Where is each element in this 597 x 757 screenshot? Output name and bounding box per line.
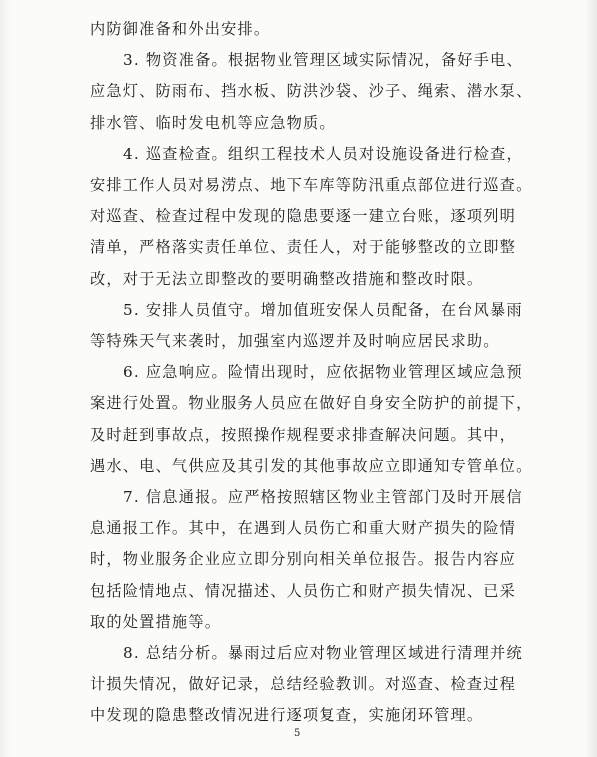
text-line: 3. 物资准备。根据物业管理区域实际情况，备好手电、 (123, 51, 523, 70)
text-line: 清单，严格落实责任单位、责任人，对于能够整改的立即整 (90, 238, 517, 257)
text-line: 包括险情地点、情况描述、人员伤亡和财产损失情况、已采 (90, 581, 517, 600)
text-line: 对巡查、检查过程中发现的隐患要逐一建立台账，逐项列明 (90, 207, 517, 226)
paragraph-information-report (90, 482, 540, 638)
text-line: 等特殊天气来袭时，加强室内巡逻并及时响应居民求助。 (90, 332, 500, 351)
text-line: 7. 信息通报。应严格按照辖区物业主管部门及时开展信 (123, 488, 523, 507)
page-number: 5 (294, 728, 301, 739)
body-text (90, 14, 540, 732)
text-line: 中发现的隐患整改情况进行逐项复查，实施闭环管理。 (90, 706, 484, 725)
text-line: 息通报工作。其中，在遇到人员伤亡和重大财产损失的险情 (90, 519, 517, 538)
text-line: 计损失情况，做好记录，总结经验教训。对巡查、检查过程 (90, 675, 517, 694)
text-line: 遇水、电、气供应及其引发的其他事故应立即通知专管单位。 (90, 456, 533, 475)
text-line: 4. 巡查检查。组织工程技术人员对设施设备进行检查， (123, 144, 523, 163)
text-line: 内防御准备和外出安排。 (90, 20, 271, 38)
text-line: 改，对于无法立即整改的要明确整改措施和整改时限。 (90, 269, 484, 288)
paragraph-staff-on-duty (90, 295, 540, 357)
paragraph-emergency-response (90, 357, 540, 482)
text-line: 排水管、临时发电机等应急物质。 (90, 113, 336, 132)
text-line: 取的处置措施等。 (90, 612, 222, 631)
paragraph-inspection (90, 139, 540, 295)
text-line: 及时赶到事故点，按照操作规程要求排查解决问题。其中， (90, 425, 517, 444)
text-line: 8. 总结分析。暴雨过后应对物业管理区域进行清理并统 (123, 644, 523, 663)
text-line: 安排工作人员对易涝点、地下车库等防汛重点部位进行巡查。 (90, 176, 533, 195)
text-line: 应急灯、防雨布、挡水板、防洪沙袋、沙子、绳索、潜水泵、 (90, 82, 533, 101)
text-line: 6. 应急响应。险情出现时，应依据物业管理区域应急预 (123, 363, 523, 382)
text-line: 案进行处置。物业服务人员应在做好自身安全防护的前提下， (90, 394, 533, 413)
text-line: 5. 安排人员值守。增加值班安保人员配备，在台风暴雨 (123, 300, 523, 319)
text-line: 时，物业服务企业应立即分别向相关单位报告。报告内容应 (90, 550, 517, 569)
paragraph-continuation (90, 14, 540, 45)
paragraph-material-preparation (90, 45, 540, 139)
paragraph-summary-analysis (90, 638, 540, 732)
